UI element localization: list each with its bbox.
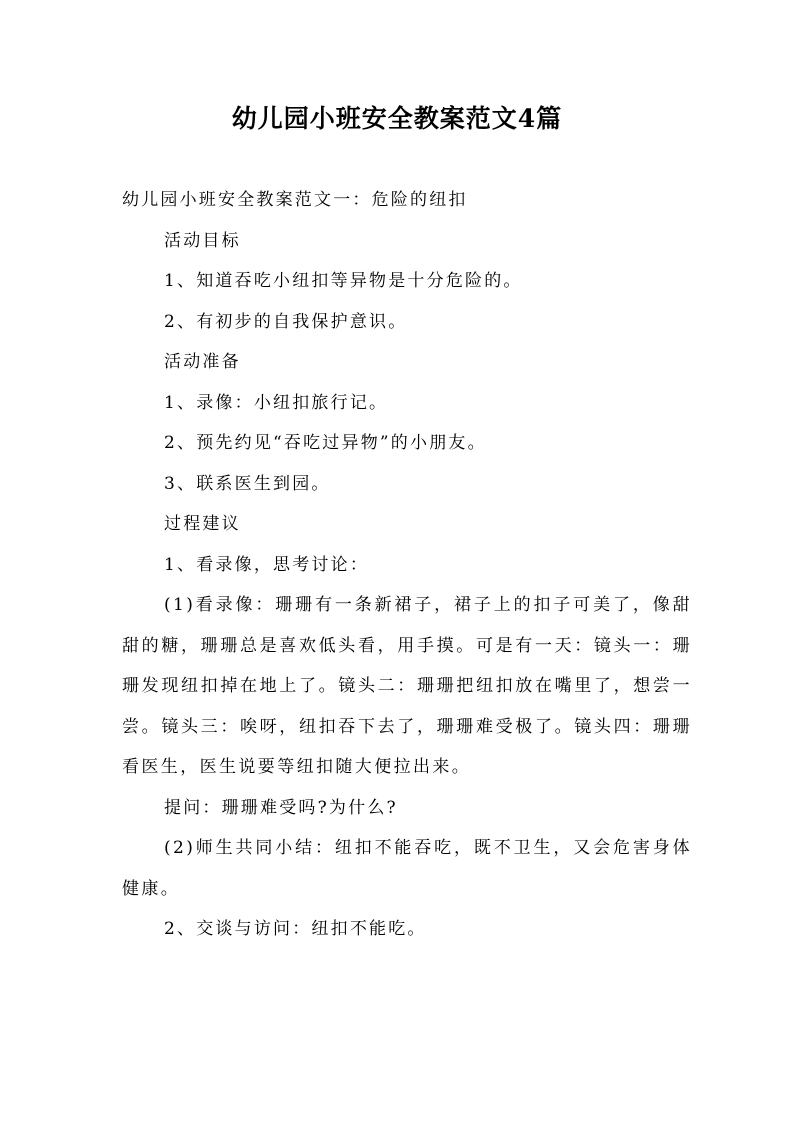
process-paragraph-summary: (2)师生共同小结：纽扣不能吞吃，既不卫生，又会危害身体健康。	[122, 838, 692, 899]
process-paragraph-video: (1)看录像：珊珊有一条新裙子，裙子上的扣子可美了，像甜甜的糖，珊珊总是喜欢低头看，用手摸。可是有一天：镜头一：珊珊发现纽扣掉在地上了。镜头二：珊珊把纽扣放在嘴里了，想尝一尝。镜头三：唉呀，纽扣吞下去了，珊珊难受极了。镜头四：珊珊看医生，医生说要等纽扣随大便拉出来。	[122, 595, 692, 777]
process-question: 提问：珊珊难受吗?为什么?	[164, 797, 398, 818]
goal-item-1: 1、知道吞吃小纽扣等异物是十分危险的。	[164, 271, 523, 291]
preparation-item-3: 3、联系医生到园。	[164, 473, 331, 494]
preparation-item-2: 2、预先约见“吞吃过异物”的小朋友。	[164, 433, 487, 453]
document-body	[122, 180, 692, 950]
goal-item-2: 2、有初步的自我保护意识。	[164, 311, 408, 332]
document-title: 幼儿园小班安全教案范文4篇	[231, 104, 563, 133]
process-step-2: 2、交谈与访问：纽扣不能吃。	[164, 919, 427, 939]
subheading-process-suggestions: 过程建议	[164, 514, 241, 534]
section-heading: 幼儿园小班安全教案范文一：危险的纽扣	[122, 190, 468, 210]
subheading-activity-goals: 活动目标	[164, 230, 241, 251]
preparation-item-1: 1、录像：小纽扣旅行记。	[164, 392, 389, 413]
subheading-activity-preparation: 活动准备	[164, 352, 241, 372]
process-step-1: 1、看录像，思考讨论：	[164, 554, 370, 575]
